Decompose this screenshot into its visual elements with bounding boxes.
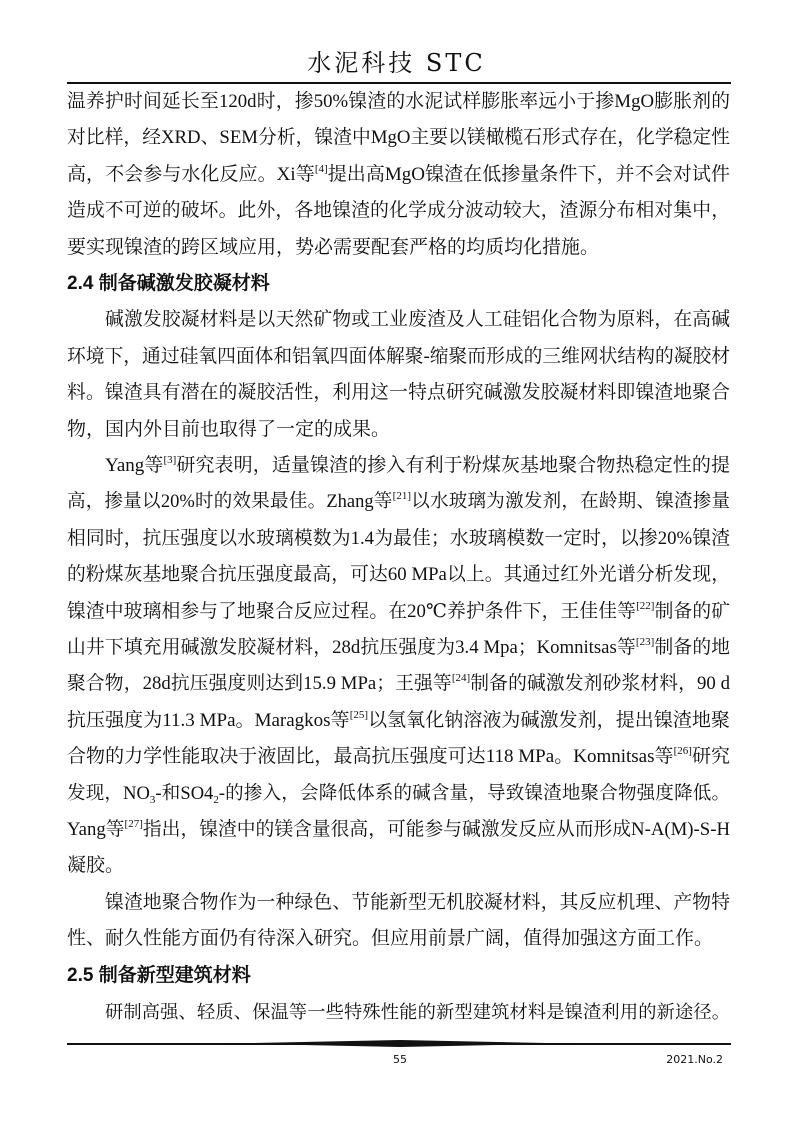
paragraph-line: 相同时，抗压强度以水玻璃模数为1.4为最佳；水玻璃模数一定时，以掺20%镍渣 [67, 527, 730, 549]
issue-label: 2021.No.2 [666, 1053, 723, 1066]
citation-ref: [22] [636, 599, 655, 612]
paragraph-line: Yang等[3]研究表明，适量镍渣的掺入有利于粉煤灰基地聚合物热稳定性的提 [105, 454, 730, 476]
citation-ref: [3] [163, 454, 177, 466]
citation-ref: [21] [392, 490, 411, 503]
section-heading: 2.4 制备碱激发胶凝材料 [67, 273, 270, 294]
subscript: 3 [149, 793, 156, 806]
paragraph-line: 发现，$NO_3-$和$SO4_2-$的掺入，会降低体系的碱含量，导致镍渣地聚合物强度降低。 [67, 783, 730, 806]
paragraph-line: 造成不可逆的破坏。此外，各地镍渣的化学成分波动较大，渣源分布相对集中， [67, 200, 730, 222]
paragraph-line: 凝胶。 [67, 855, 125, 877]
citation-ref: [4] [314, 162, 328, 175]
citation-ref: [23] [635, 636, 655, 648]
paragraph-line: 镍渣地聚合物作为一种绿色、节能新型无机胶凝材料，其反应机理、产物特 [105, 891, 730, 913]
paragraph-line: 料。镍渣具有潜在的凝胶活性，利用这一特点研究碱激发胶凝材料即镍渣地聚合 [67, 382, 730, 404]
paragraph-line: 高，掺量以20%时的效果最佳。Zhang等[21]以水玻璃为激发剂，在龄期、镍渣掺量 [67, 490, 730, 513]
subscript: 2 [213, 793, 219, 806]
citation-ref: [24] [451, 672, 471, 685]
paragraph-line: 山井下填充用碱激发胶凝材料，28d抗压强度为3.4 Mpa；Komnitsas等[23]制备的地 [67, 636, 731, 658]
header-rule [67, 82, 731, 84]
paragraph-line: 抗压强度为11.3 MPa。Maragkos等[25]以氢氧化钠溶液为碱激发剂，提出镍渣地聚 [67, 708, 730, 731]
paragraph-line: 温养护时间延长至120d时，掺50%镍渣的水泥试样膨胀率远小于掺MgO膨胀剂的 [67, 91, 730, 112]
paragraph-line: 对比样，经XRD、SEM分析，镍渣中MgO主要以镁橄榄石形式存在，化学稳定性 [67, 127, 730, 149]
page-number: 55 [393, 1053, 407, 1066]
paragraph-line: 合物的力学性能取决于液固比，最高抗压强度可达118 MPa。Komnitsas等[26]研究 [67, 745, 730, 768]
paragraph-line: 聚合物，28d抗压强度则达到15.9 MPa；王强等[24]制备的碱激发剂砂浆材料，90 d [67, 672, 731, 695]
paragraph-line: Yang等[27]指出，镍渣中的镁含量很高，可能参与碱激发反应从而形成N-A(M)-S-H [67, 818, 730, 840]
running-header-title: 水泥科技 STC [307, 49, 486, 77]
paragraph-line: 镍渣中玻璃相参与了地聚合反应过程。在20℃养护条件下，王佳佳等[22]制备的矿 [67, 599, 731, 622]
paragraph-line: 性、耐久性能方面仍有待深入研究。但应用前景广阔，值得加强这方面工作。 [67, 928, 714, 950]
paragraph-line: 研制高强、轻质、保温等一些特殊性能的新型建筑材料是镍渣利用的新途径。 [105, 1002, 730, 1022]
citation-ref: [27] [124, 818, 143, 830]
citation-ref: [25] [349, 708, 369, 721]
paragraph-line: 高，不会参与水化反应。Xi等[4]提出高MgO镍渣在低掺量条件下，并不会对试件 [67, 162, 730, 185]
paragraph-line: 环境下，通过硅氧四面体和铝氧四面体解聚-缩聚而形成的三维网状结构的凝胶材 [67, 345, 730, 367]
paragraph-line: 碱激发胶凝材料是以天然矿物或工业废渣及人工硅铝化合物为原料，在高碱 [105, 309, 730, 331]
paragraph-line: 要实现镍渣的跨区域应用，势必需要配套严格的均质均化措施。 [67, 236, 600, 258]
section-heading: 2.5 制备新型建筑材料 [67, 964, 251, 986]
paragraph-line: 的粉煤灰基地聚合抗压强度最高，可达60 MPa以上。其通过红外光谱分析发现， [67, 564, 730, 586]
citation-ref: [26] [673, 745, 692, 758]
paragraph-line: 物，国内外目前也取得了一定的成果。 [67, 418, 391, 440]
